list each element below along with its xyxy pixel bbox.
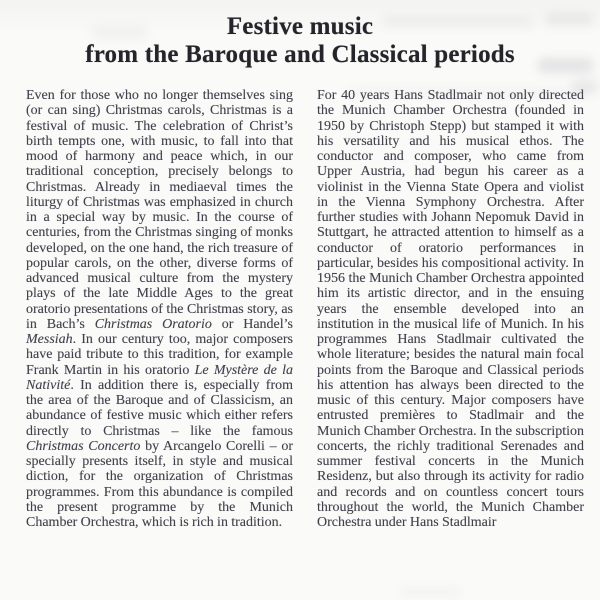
body-text-segment: by Arcangelo Corelli – or specially presents itself, in style and musical diction, for the organization of Christmas programmes. From this abundance is compiled the present programme by the Munich Chamber Orchestra, which is rich in tradition. xyxy=(26,438,293,530)
work-title-italic: Messiah xyxy=(26,332,73,347)
work-title-italic: Le Mystère de la Nativité xyxy=(26,362,294,393)
page-title-line-2: from the Baroque and Classical periods xyxy=(85,40,515,68)
page-title-line-1: Festive music xyxy=(226,13,374,40)
right-column-paragraph: For 40 years Hans Stadlmair not only directed the Munich Chamber Orchestra (founded in 1950 by Christoph Stepp) but stamped it with his versatility and his musical ethos. The conductor and composer, who came from Upper Austria, had begun his career as a violinist in the Vienna State Opera and violist in the Vienna Symphony Orchestra. After further studies with Johann Nepomuk David in Stuttgart, he attracted attention to himself as a conductor of oratorio performances in particular, besides his compositional activity. In 1956 the Munich Chamber Orchestra appointed him its artistic director, and in the ensuing years the ensemble developed into an institution in the musical life of Munich. In his programmes Hans Stadlmair cultivated the whole literature; besides the natural main focal points from the Baroque and Classical periods his attention has always been directed to the music of this century. Major composers have entrusted premières to Stadlmair and the Munich Chamber Orchestra. In the subscription concerts, the richly traditional Serenades and summer festival concerts in the Munich Residenz, but also through its activity for radio and records and on countless concert tours throughout the world, the Munich Chamber Orchestra under Hans Stadlmair xyxy=(317,88,584,530)
work-title-italic: Christmas Concerto xyxy=(26,438,141,454)
page-title xyxy=(0,0,600,68)
work-title-italic: Christmas Oratorio xyxy=(94,316,212,332)
body-text-segment: . In addition there is, especially from the area of the Baroque and of Classicism, an abundance of festive music which either refers directly to Christmas – like the famous xyxy=(26,377,293,439)
scan-ghost-artifact xyxy=(400,588,460,596)
body-text-segment: Even for those who no longer themselves sing (or can sing) Christmas carols, Christmas is a festival of music. The celebration of Christ’s birth tempts one, with music, to fall into that mood of harmony and peace which, in our traditional conception, precisely belongs to Christmas. Already in mediaeval times the liturgy of Christmas was emphasized in church in a special way by music. In the course of centuries, from the Christmas singing of monks developed, on the one hand, the rich treasure of popular carols, on the other, diverse forms of advanced musical culture from the mystery plays of the late Middle Ages to the great oratorio presentations of the Christmas story, as in Bach’s xyxy=(26,88,293,332)
body-text-segment: or Handel’s xyxy=(211,316,293,332)
body-text-segment: . In our century too, major composers have paid tribute to this tradition, for example Frank Martin in his oratorio xyxy=(26,332,293,378)
left-column-paragraph xyxy=(26,88,293,530)
text-columns xyxy=(0,68,600,530)
